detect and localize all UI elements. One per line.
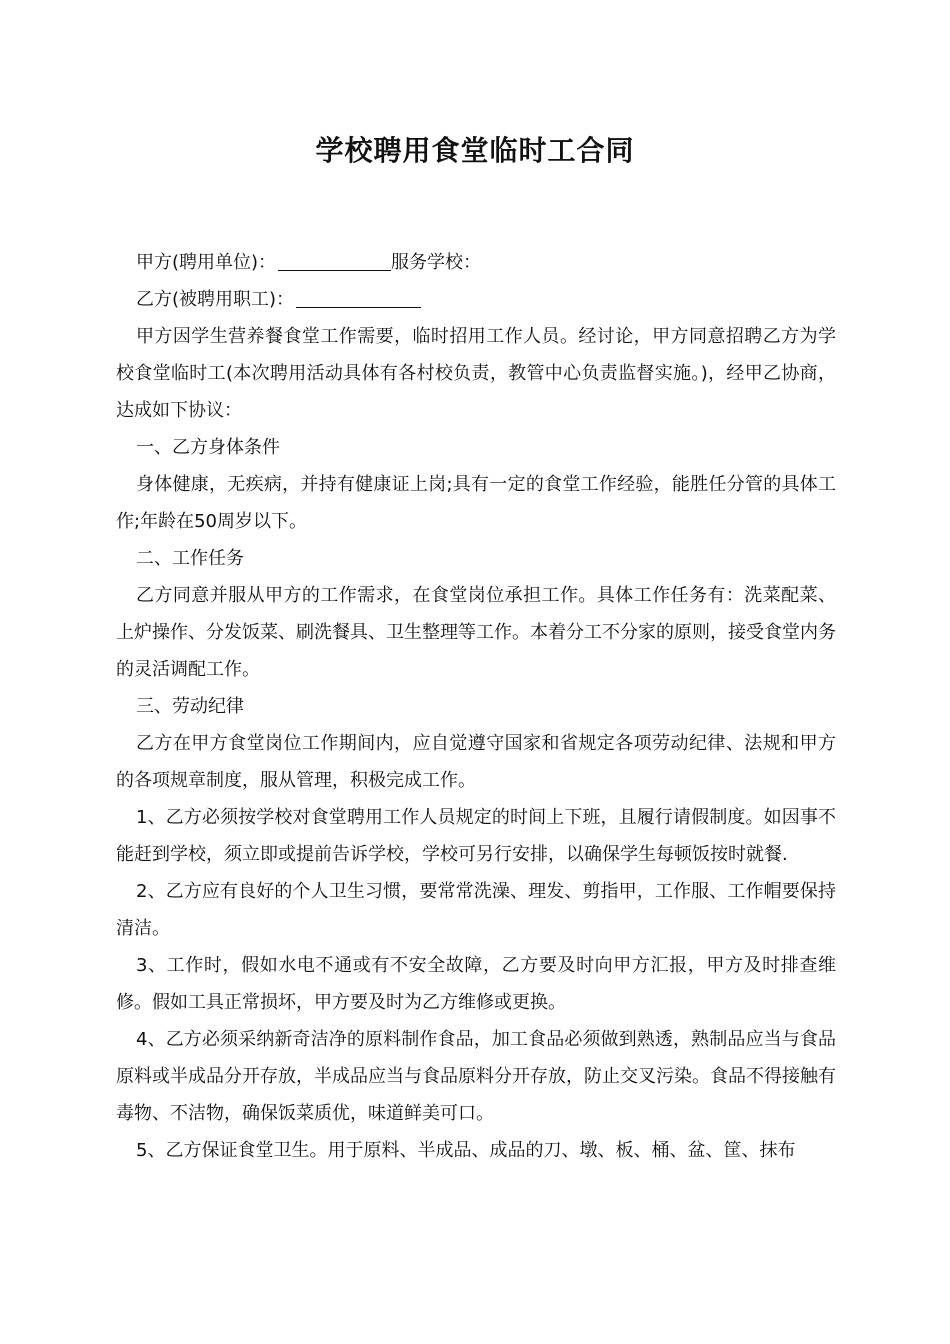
party-b-label: 乙方(被聘用职工)： [136,289,295,310]
clause-item: 1、乙方必须按学校对食堂聘用工作人员规定的时间上下班，且履行请假制度。如因事不能赶到学校，须立即或提前告诉学校，学校可另行安排，以确保学生每顿饭按时就餐. [116,807,836,865]
section-heading-1: 一、乙方身体条件 [136,437,280,458]
document-title: 学校聘用食堂临时工合同 [315,134,635,167]
party-b-blank [296,283,421,308]
paragraph: 乙方在甲方食堂岗位工作期间内，应自觉遵守国家和省规定各项劳动纪律、法规和甲方的各项规章制度，服从管理，积极完成工作。 [116,733,836,791]
party-a-line [116,244,836,281]
paragraph-intro: 甲方因学生营养餐食堂工作需要，临时招用工作人员。经讨论，甲方同意招聘乙方为学校食堂临时工(本次聘用活动具体有各村校负责，教管中心负责监督实施。)，经甲乙协商，达成如下协议： [116,326,836,421]
section-heading-2: 二、工作任务 [136,548,244,569]
clause-item: 4、乙方必须采纳新奇洁净的原料制作食品，加工食品必须做到熟透，熟制品应当与食品原料或半成品分开存放，半成品应当与食品原料分开存放，防止交叉污染。食品不得接触有毒物、不洁物，确保饭菜质优，味道鲜美可口。 [116,1029,836,1124]
clause-item: 3、工作时，假如水电不通或有不安全故障，乙方要及时向甲方汇报，甲方及时排查维修。假如工具正常损坏，甲方要及时为乙方维修或更换。 [116,955,836,1013]
party-a-blank [278,246,391,271]
party-b-line [116,281,836,318]
section-heading-3: 三、劳动纪律 [136,696,244,717]
paragraph: 身体健康，无疾病，并持有健康证上岗;具有一定的食堂工作经验，能胜任分管的具体工作;年龄在50周岁以下。 [116,474,836,532]
party-a-suffix: 服务学校： [391,252,482,273]
clause-item: 5、乙方保证食堂卫生。用于原料、半成品、成品的刀、墩、板、桶、盆、筐、抹布 [136,1140,796,1161]
clause-item: 2、乙方应有良好的个人卫生习惯，要常常洗澡、理发、剪指甲，工作服、工作帽要保持清洁。 [116,881,836,939]
party-a-label: 甲方(聘用单位)： [136,252,277,273]
paragraph: 乙方同意并服从甲方的工作需求，在食堂岗位承担工作。具体工作任务有：洗菜配菜、上炉操作、分发饭菜、刷洗餐具、卫生整理等工作。本着分工不分家的原则，接受食堂内务的灵活调配工作。 [116,585,836,680]
document-body [116,244,836,1169]
